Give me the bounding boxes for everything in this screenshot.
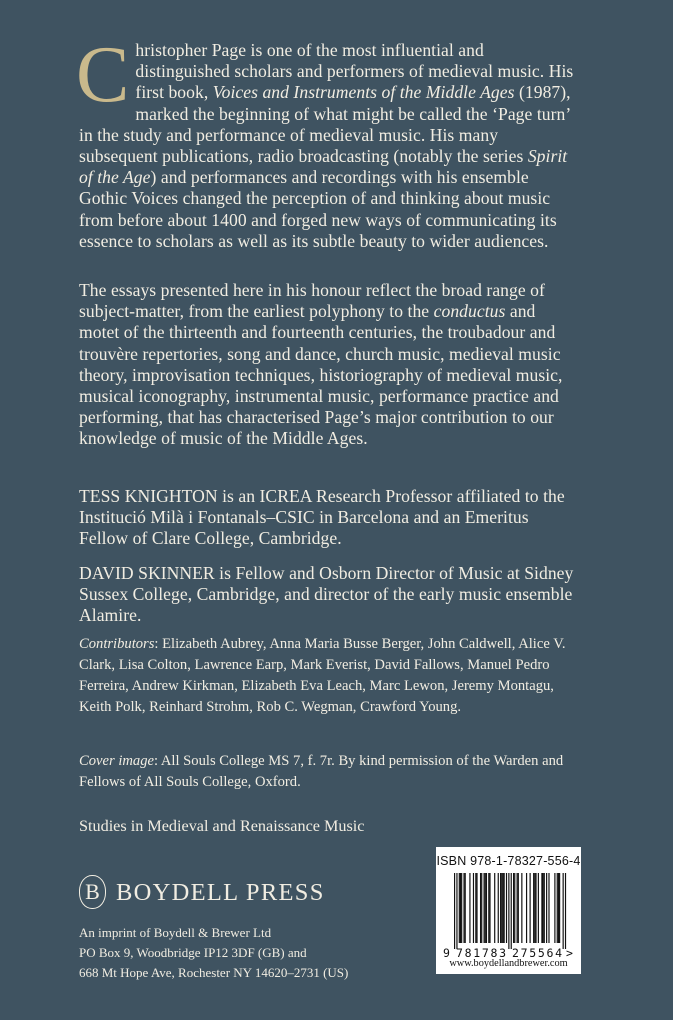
contributors-label: Contributors (79, 636, 155, 652)
barcode-bar (563, 873, 564, 949)
barcode-bar (558, 873, 559, 943)
barcode-bar (454, 873, 455, 949)
intro-text: (1987), marked the beginning of what might be called the ‘Page turn’ in the study and performance of medieval music. His many subsequent publications, radio broadcasting (notably the series (79, 82, 571, 167)
barcode-bar (494, 873, 495, 943)
series-title: Spirit of the Age (79, 146, 568, 188)
isbn-barcode (442, 871, 575, 961)
barcode-bar (557, 873, 558, 943)
barcode-bar (498, 873, 499, 943)
barcode-bars (454, 873, 566, 949)
boydell-logo-icon (79, 875, 106, 909)
editor-bio-text: is an ICREA Research Professor affiliated to the Institució Milà i Fontanals–CSIC in Barcelona and an Emeritus Fellow of Clare College, Cambridge. (79, 486, 565, 549)
barcode-bar (517, 873, 518, 943)
intro-text: ) and performances and recordings with his ensemble Gothic Voices changed the perception of and thinking about music from before about 1400 and forged new ways of communicating its essence to scholars as well as its subtle beauty to wider audiences. (79, 167, 557, 251)
barcode-bar (533, 873, 534, 943)
barcode-bar (461, 873, 462, 943)
logo-letter: B (85, 879, 100, 904)
book-title: Voices and Instruments of the Middle Ages (212, 82, 515, 103)
editor-bio (79, 486, 579, 550)
intro-paragraph (76, 31, 579, 252)
barcode-bar (485, 873, 486, 943)
cover-image-label: Cover image (79, 753, 154, 769)
barcode-bar (504, 873, 505, 943)
barcode-bar (480, 873, 481, 943)
barcode-bar (543, 873, 544, 943)
barcode-bar (502, 873, 503, 943)
drop-cap: C (76, 31, 130, 119)
imprint-line: An imprint of Boydell & Brewer Ltd (79, 925, 272, 940)
contributors-list: : Elizabeth Aubrey, Anna Maria Busse Berger, John Caldwell, Alice V. Clark, Lisa Colton, Lawrence Earp, Mark Everist, David Fallows, Manuel Pedro Ferreira, Andrew Kirkman, Elizabeth Eva Leach, Marc Lewon, Jeremy Montagu, Keith Polk, Reinhard Strohm, Rob C. Wegman, Crawford Young. (79, 636, 566, 715)
barcode-bar (456, 873, 457, 949)
barcode-bar (500, 873, 501, 943)
conductus-term: conductus (433, 301, 506, 322)
barcode-digit-lead: 9 (443, 946, 450, 960)
barcode-bar (538, 873, 539, 943)
barcode-bar (534, 873, 535, 943)
barcode-bar (518, 873, 519, 943)
barcode-bar (459, 873, 460, 943)
editor-bio-text: is Fellow and Osborn Director of Music at Sidney Sussex College, Cambridge, and director of the early music ensemble Alamire. (79, 563, 574, 626)
contributors-paragraph (79, 634, 579, 718)
barcode-bar (460, 873, 461, 943)
cover-image-credit (79, 751, 579, 793)
editor-name: TESS KNIGHTON (79, 486, 218, 506)
essays-text: The essays presented here in his honour reflect the broad range of subject-matter, from the earliest polyphony to the (79, 280, 545, 322)
barcode-bar (544, 873, 545, 943)
barcode-bar (530, 873, 531, 943)
editor-bio (79, 563, 579, 627)
barcode-bar (488, 873, 489, 943)
barcode-box (436, 847, 581, 974)
barcode-bar (565, 873, 566, 949)
barcode-bar (535, 873, 536, 943)
barcode-bar (546, 873, 547, 943)
barcode-bar (473, 873, 474, 943)
barcode-bar (463, 873, 464, 943)
imprint-line: 668 Mt Hope Ave, Rochester NY 14620–2731 (US) (79, 965, 349, 980)
barcode-bar (475, 873, 476, 943)
publisher-name: BOYDELL PRESS (116, 879, 325, 906)
intro-text: hristopher Page is one of the most influential and distinguished scholars and performers of medieval music. His first book, (135, 40, 574, 103)
publisher-website: www.boydellandbrewer.com (449, 958, 568, 969)
editor-name: DAVID SKINNER (79, 563, 215, 583)
imprint-address (79, 923, 419, 983)
barcode-bar (554, 873, 555, 943)
barcode-bar (501, 873, 502, 943)
barcode-bar (559, 873, 560, 943)
barcode-bar (521, 873, 522, 943)
cover-image-text: : All Souls College MS 7, f. 7r. By kind permission of the Warden and Fellows of All Souls College, Oxford. (79, 753, 564, 790)
barcode-bar (481, 873, 482, 943)
barcode-digits-right: 275564 (512, 946, 562, 960)
barcode-bar (476, 873, 477, 943)
barcode-bar (526, 873, 527, 943)
imprint-line: PO Box 9, Woodbridge IP12 3DF (GB) and (79, 945, 307, 960)
barcode-bar (508, 873, 509, 949)
series-name: Studies in Medieval and Renaissance Music (79, 817, 365, 835)
essays-text: and motet of the thirteenth and fourteenth centuries, the troubadour and trouvère repertories, song and dance, church music, medieval music theory, improvisation techniques, historiography of medieval music, musical iconography, instrumental music, performance practice and performing, that has characterised Page’s major contribution to our knowledge of music of the Middle Ages. (79, 301, 563, 449)
barcode-bar (514, 873, 515, 943)
barcode-bar (506, 873, 507, 943)
barcode-bar (465, 873, 466, 943)
barcode-bar (511, 873, 512, 949)
barcode-bar (513, 873, 514, 943)
barcode-bar (489, 873, 490, 943)
barcode-bar (548, 873, 549, 943)
barcode-bar (484, 873, 485, 943)
isbn-label: ISBN 978-1-78327-556-4 (436, 854, 581, 868)
barcode-digits-left: 781783 (456, 946, 506, 960)
barcode-add-on-mark: > (566, 946, 573, 960)
barcode-bar (469, 873, 470, 943)
barcode-bar (486, 873, 487, 943)
essays-paragraph (79, 280, 579, 450)
barcode-bar (541, 873, 542, 943)
